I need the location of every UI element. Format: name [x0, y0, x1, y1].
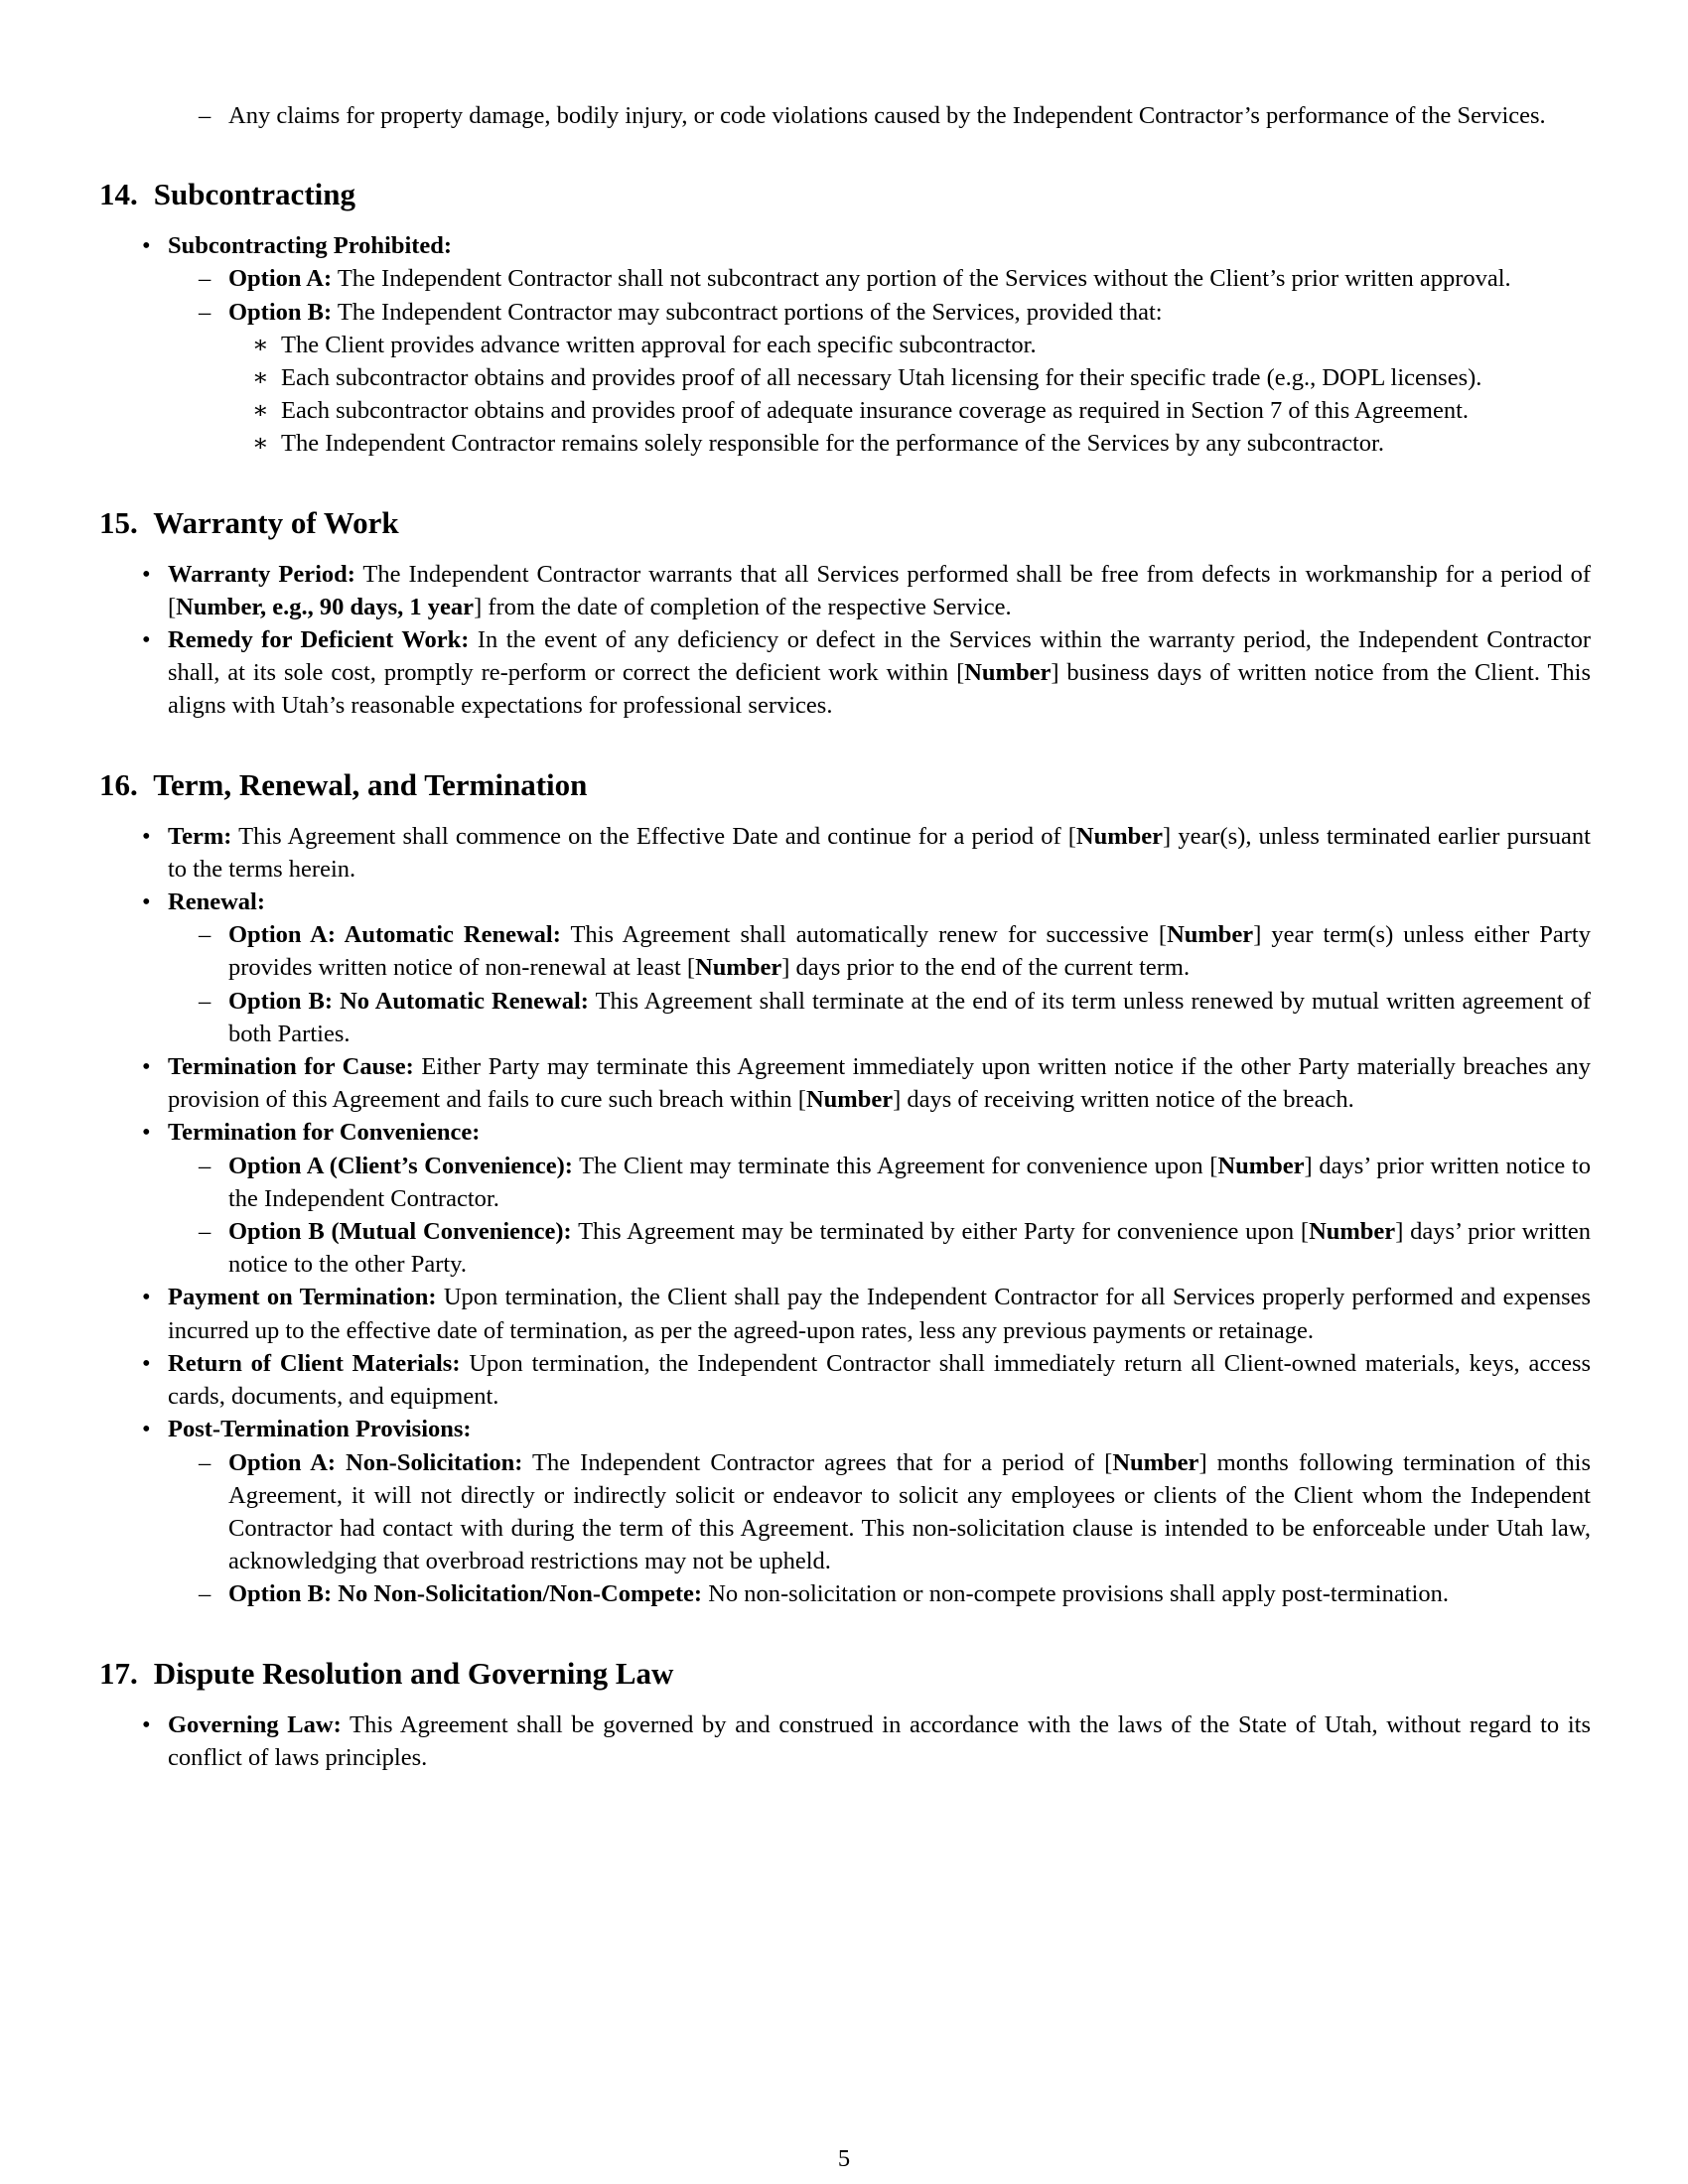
option-list	[168, 1446, 1591, 1611]
list-item-termination-cause: • Termination for Cause: Either Party may terminate this Agreement immediately upon written notice if the other Party materially breaches any provision of this Agreement and fails to cure such breach within [Number] days of receiving written notice of the breach.	[168, 1050, 1591, 1116]
carryover-list	[99, 99, 1591, 132]
section-number: 15.	[99, 504, 138, 540]
section-16-list	[99, 820, 1591, 1611]
list-item-option-b: – Option B: The Independent Contractor may subcontract portions of the Services, provided that: ∗ The Client provides advance written approval for each specific subcontractor. ∗ Each subcontractor obtains and provides proof of all necessary Utah licensing for their specific trade (e.g., DOPL licenses). ∗ Each subcontractor obtains and provides proof of adequate insurance coverage as required in Section 7 of this Agreement. ∗ The Independent Contractor remains solely responsible for the performance of the Services by any subcontractor.	[228, 296, 1591, 461]
section-number: 14.	[99, 177, 138, 212]
section-number: 17.	[99, 1655, 138, 1691]
section-17-heading	[99, 1654, 1591, 1694]
page-number: 5	[837, 2145, 851, 2172]
list-item-governing-law: • Governing Law: This Agreement shall be governed by and construed in accordance with the laws of the State of Utah, without regard to its conflict of laws principles.	[168, 1708, 1591, 1774]
list-item-condition: ∗ Each subcontractor obtains and provides proof of all necessary Utah licensing for their specific trade (e.g., DOPL licenses).	[281, 361, 1591, 394]
list-item-subcontracting-prohibited	[168, 229, 1591, 460]
list-item-payment-termination: • Payment on Termination: Upon termination, the Client shall pay the Independent Contractor for all Services properly performed and expenses incurred up to the effective date of termination, as per the agreed-upon rates, less any previous payments or retainage.	[168, 1281, 1591, 1346]
list-item-renewal: • Renewal: – Option A: Automatic Renewal: This Agreement shall automatically renew for successive [Number] year term(s) unless either Party provides written notice of non-renewal at least [Number] days prior to the end of the current term. – Option B: No Automatic Renewal: This Agreement shall terminate at the end of its term unless renewed by mutual written agreement of both Parties.	[168, 886, 1591, 1050]
list-item-option-b: – Option B: No Non-Solicitation/Non-Compete: No non-solicitation or non-compete provisions shall apply post-termination.	[228, 1577, 1591, 1610]
list-item-option-a: – Option A: Non-Solicitation: The Independent Contractor agrees that for a period of [Number] months following termination of this Agreement, it will not directly or indirectly solicit or endeavor to solicit any employees or clients of the Client whom the Independent Contractor had contact with during the term of this Agreement. This non-solicitation clause is intended to be enforceable under Utah law, acknowledging that overbroad restrictions may not be upheld.	[228, 1446, 1591, 1578]
list-item-return-materials: • Return of Client Materials: Upon termination, the Independent Contractor shall immediately return all Client-owned materials, keys, access cards, documents, and equipment.	[168, 1347, 1591, 1413]
list-item-option-a: – Option A: Automatic Renewal: This Agreement shall automatically renew for successive [Number] year term(s) unless either Party provides written notice of non-renewal at least [Number] days prior to the end of the current term.	[228, 918, 1591, 984]
list-item-option-a: – Option A: The Independent Contractor shall not subcontract any portion of the Services without the Client’s prior written approval.	[228, 262, 1591, 295]
section-14-list	[99, 229, 1591, 460]
section-number: 16.	[99, 766, 138, 802]
list-item-term: • Term: This Agreement shall commence on the Effective Date and continue for a period of [Number] year(s), unless terminated earlier pursuant to the terms herein.	[168, 820, 1591, 886]
section-title: Warranty of Work	[153, 504, 399, 540]
page-content	[99, 99, 1591, 1774]
list-item-option-b: – Option B: No Automatic Renewal: This Agreement shall terminate at the end of its term unless renewed by mutual written agreement of both Parties.	[228, 985, 1591, 1050]
list-item-warranty-period: • Warranty Period: The Independent Contractor warrants that all Services performed shall be free from defects in workmanship for a period of [Number, e.g., 90 days, 1 year] from the date of completion of the respective Service.	[168, 558, 1591, 623]
list-item-termination-convenience: • Termination for Convenience: – Option A (Client’s Convenience): The Client may terminate this Agreement for convenience upon [Number] days’ prior written notice to the Independent Contractor. – Option B (Mutual Convenience): This Agreement may be terminated by either Party for convenience upon [Number] days’ prior written notice to the other Party.	[168, 1116, 1591, 1281]
list-item-remedy: • Remedy for Deficient Work: In the event of any deficiency or defect in the Services within the warranty period, the Independent Contractor shall, at its sole cost, promptly re-perform or correct the deficient work within [Number] business days of written notice from the Client. This aligns with Utah’s reasonable expectations for professional services.	[168, 623, 1591, 723]
list-item-condition: ∗ Each subcontractor obtains and provides proof of adequate insurance coverage as required in Section 7 of this Agreement.	[281, 394, 1591, 427]
section-15-list	[99, 558, 1591, 723]
list-item-option-a: – Option A (Client’s Convenience): The Client may terminate this Agreement for convenience upon [Number] days’ prior written notice to the Independent Contractor.	[228, 1150, 1591, 1215]
list-item-condition: ∗ The Client provides advance written approval for each specific subcontractor.	[281, 329, 1591, 361]
option-list	[168, 918, 1591, 1050]
section-14-heading	[99, 175, 1591, 214]
list-item-condition: ∗ The Independent Contractor remains solely responsible for the performance of the Services by any subcontractor.	[281, 427, 1591, 460]
section-title: Subcontracting	[153, 177, 355, 212]
section-15-heading	[99, 503, 1591, 543]
item-label: Subcontracting Prohibited:	[168, 232, 453, 260]
option-list	[168, 1150, 1591, 1282]
carryover-sublist	[99, 99, 1591, 132]
list-item: – Any claims for property damage, bodily injury, or code violations caused by the Independent Contractor’s performance of the Services.	[228, 99, 1591, 132]
option-list	[168, 262, 1591, 460]
list-item-post-termination: • Post-Termination Provisions: – Option A: Non-Solicitation: The Independent Contractor agrees that for a period of [Number] months following termination of this Agreement, it will not directly or indirectly solicit or endeavor to solicit any employees or clients of the Client whom the Independent Contractor had contact with during the term of this Agreement. This non-solicitation clause is intended to be enforceable under Utah law, acknowledging that overbroad restrictions may not be upheld. – Option B: No Non-Solicitation/Non-Compete: No non-solicitation or non-compete provisions shall apply post-termination.	[168, 1413, 1591, 1610]
list-item-option-b: – Option B (Mutual Convenience): This Agreement may be terminated by either Party for convenience upon [Number] days’ prior written notice to the other Party.	[228, 1215, 1591, 1281]
section-title: Dispute Resolution and Governing Law	[153, 1655, 674, 1691]
section-title: Term, Renewal, and Termination	[153, 766, 588, 802]
condition-list	[228, 329, 1591, 461]
section-17-list	[99, 1708, 1591, 1774]
section-16-heading	[99, 765, 1591, 805]
